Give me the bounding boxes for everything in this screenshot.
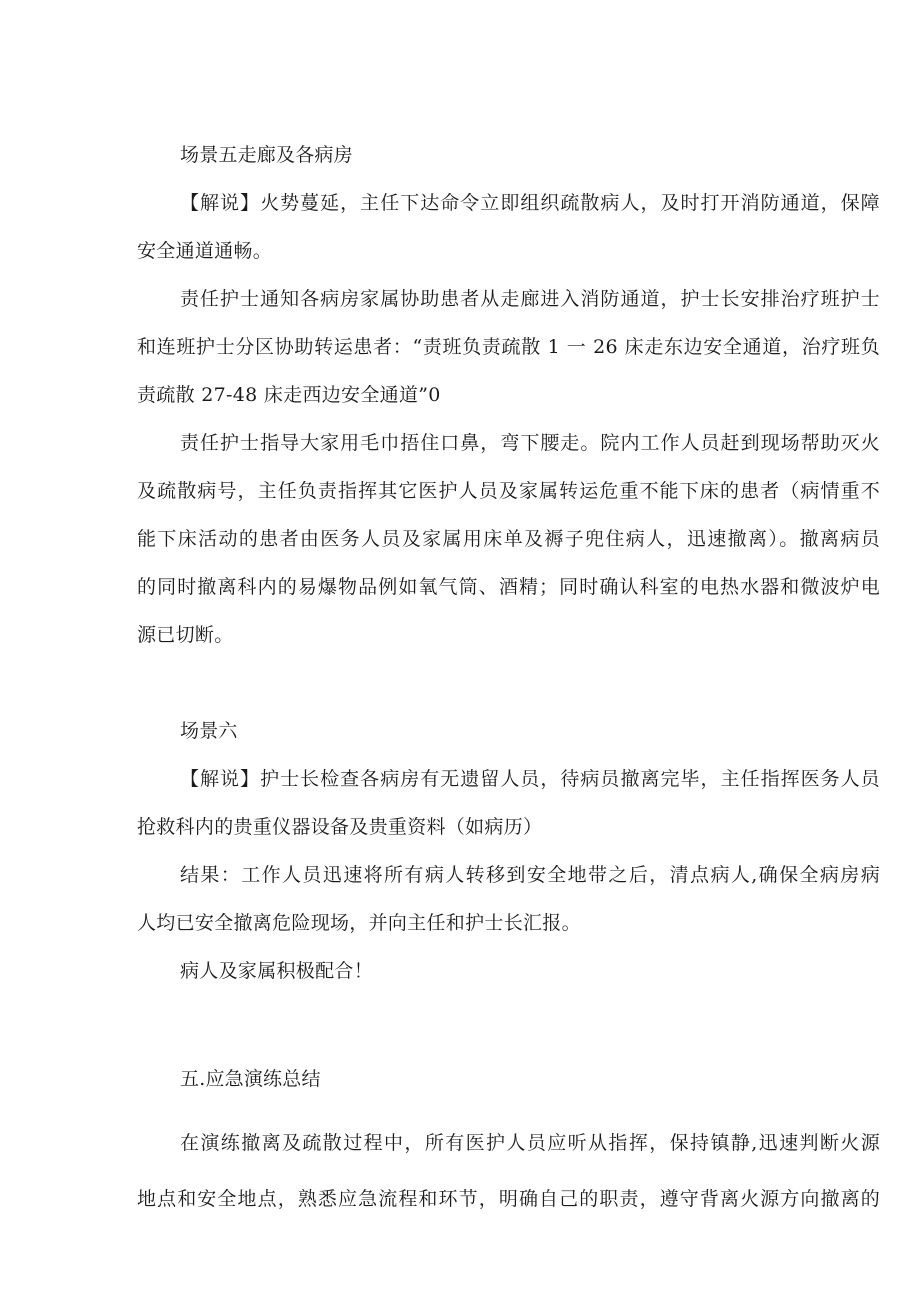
scene5-paragraph2-line-1: 责任护士通知各病房家属协助患者从走廊进入消防通道，护士长安排治疗班护士 (180, 288, 880, 310)
section5-heading: 五.应急演练总结 (180, 1068, 321, 1090)
scene5-paragraph2-line-3: 责疏散 27-48 床走西边安全通道”0 (137, 384, 441, 406)
scene5-paragraph3-line-4: 的同时撤离科内的易爆物品例如氧气筒、酒精；同时确认科室的电热水器和微波炉电 (137, 576, 880, 598)
scene5-narration-line-1: 【解说】火势蔓延，主任下达命令立即组织疏散病人，及时打开消防通道，保障 (180, 192, 880, 214)
scene5-heading: 场景五走廊及各病房 (180, 144, 353, 166)
scene5-paragraph3-line-1: 责任护士指导大家用毛巾捂住口鼻，弯下腰走。院内工作人员赶到现场帮助灭火 (180, 432, 880, 454)
scene6-narration-line-1: 【解说】护士长检查各病房有无遗留人员，待病员撤离完毕，主任指挥医务人员 (180, 768, 880, 790)
scene5-paragraph3-line-5: 源已切断。 (137, 624, 234, 646)
scene6-cooperation-line: 病人及家属积极配合！ (180, 960, 374, 982)
section5-paragraph-line-1: 在演练撤离及疏散过程中，所有医护人员应听从指挥，保持镇静,迅速判断火源 (180, 1132, 880, 1154)
section5-paragraph-line-2: 地点和安全地点，熟悉应急流程和环节，明确自己的职责，遵守背离火源方向撤离的 (137, 1188, 880, 1210)
scene6-heading: 场景六 (180, 720, 238, 742)
scene6-result-line-1: 结果：工作人员迅速将所有病人转移到安全地带之后，清点病人,确保全病房病 (180, 864, 880, 886)
scene5-narration-line-2: 安全通道通畅。 (137, 240, 273, 262)
scene5-paragraph3-line-3: 能下床活动的患者由医务人员及家属用床单及褥子兜住病人，迅速撤离）。撤离病员 (137, 528, 880, 550)
scene6-result-line-2: 人均已安全撤离危险现场，并向主任和护士长汇报。 (137, 912, 581, 934)
scene5-paragraph3-line-2: 及疏散病号，主任负责指挥其它医护人员及家属转运危重不能下床的患者（病情重不 (137, 480, 880, 502)
scene6-narration-line-2: 抢救科内的贵重仪器设备及贵重资料（如病历） (137, 816, 543, 838)
scene5-paragraph2-line-2: 和连班护士分区协助转运患者：“责班负责疏散 1 一 26 床走东边安全通道，治疗班负 (137, 336, 880, 358)
